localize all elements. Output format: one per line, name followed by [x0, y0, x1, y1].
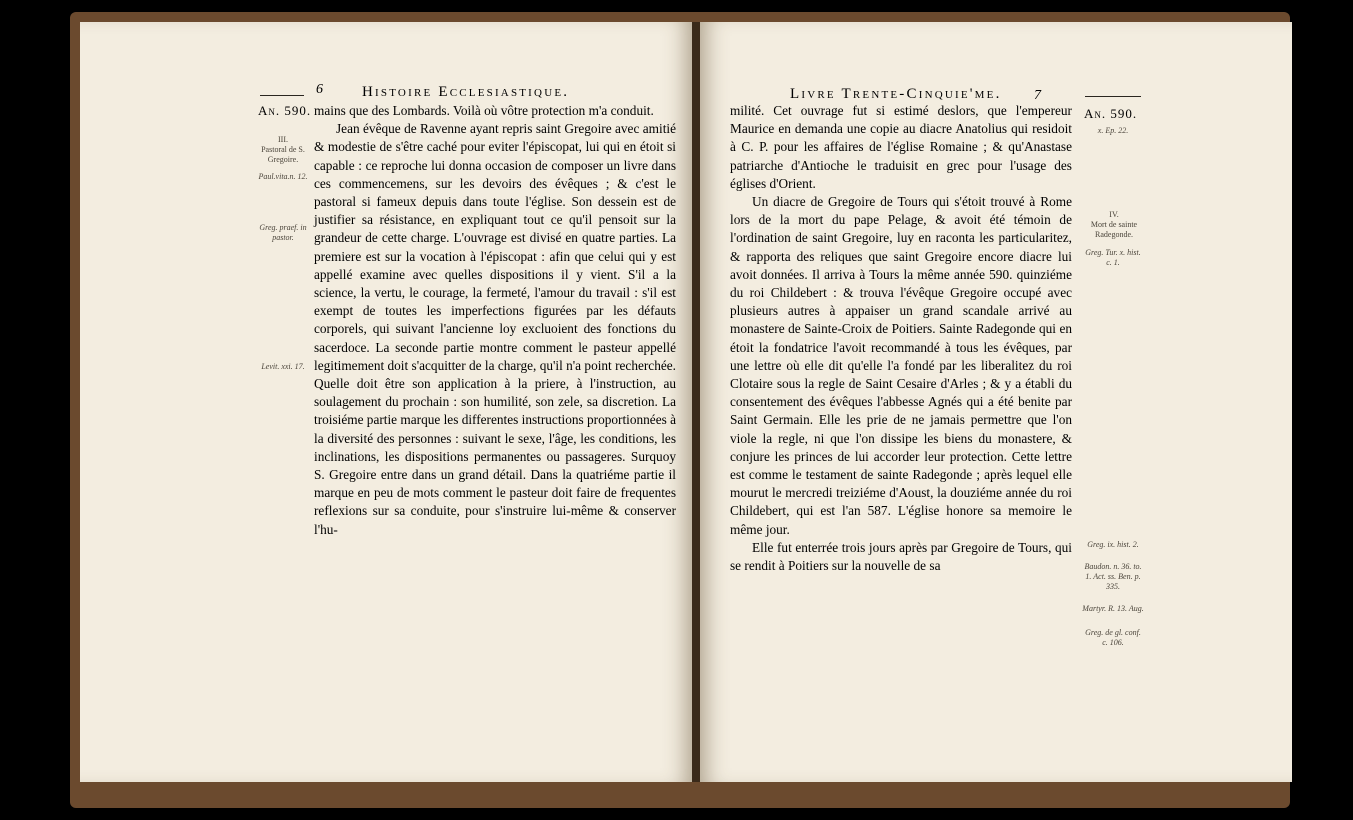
left-year-rule	[260, 95, 304, 96]
left-margin-note-pastoral	[255, 135, 311, 165]
margin-note-text: IV. Mort de sainte Radegonde.	[1090, 210, 1138, 239]
book-gutter	[692, 22, 700, 782]
right-margin-note-gl-conf: Greg. de gl. conf. c. 106.	[1085, 628, 1141, 647]
paragraph: mains que des Lombards. Voilà où vôtre protection m'a conduit.	[314, 103, 654, 118]
paragraph: Jean évêque de Ravenne ayant repris saint Gregoire avec amitié & modestie de s'être caché pour eviter l'épiscopat, lui qui en étoit si capable : ce reproche lui donna occasion de composer un livre dans ces commencemens, sur les devoirs des évêques ; & c'est le pastoral si fameux depuis dans toute l'église. Son dessein est de justifier sa résistance, en expliquant tout ce qu'il pensoit sur la grandeur de cette charge. L'ouvrage est divisé en quatre parties. La premiere est sur la vocation à l'épiscopat : afin que celui qui y est appellé examine avec quelles dispositions il y vient. S'il a la science, la vertu, le courage, la fermeté, l'amour du travail : s'il est exempt de toutes les imperfections figurées par les défauts corporels, qui suivant l'ancienne loy excluoient des fonctions du sacerdoce. La seconde partie montre comment le pasteur appellé legitimement doit s'acquitter de la charge, qu'il n'a point recherchée. Quelle doit être son application à la priere, à l'instruction, au soulagement du prochain : son humilité, son zele, sa discretion. La troisiéme partie marque les differentes instructions proportionnées à la diversité des personnes : suivant le sexe, l'âge, les conditions, les inclinations, les dispositions permanentes ou passageres. Surquoy S. Gregoire entre dans un grand détail. Dans la quatriéme partie il marque en peu de mots comment le pasteur doit faire de frequentes reflexions sur sa conduite, pour s'instruire lui-même & conserver l'hu-	[314, 121, 676, 537]
right-margin-note-radegonde	[1082, 210, 1146, 240]
right-margin-note-baudon: Baudon. n. 36. to. 1. Act. ss. Ben. p. 335.	[1084, 562, 1142, 591]
right-year-label: An. 590.	[1084, 106, 1138, 121]
left-margin-note-greg: Greg. praef. in pastor.	[259, 223, 307, 242]
right-running-head: Livre Trente-Cinquie'me.	[790, 86, 1002, 102]
margin-note-text: III. Pastoral de S. Gregoire.	[261, 135, 305, 164]
paragraph: milité. Cet ouvrage fut si estimé deslors, que l'empereur Maurice en demanda une copie au diacre Anatolius qui residoit à C. P. pour les affaires de l'église Romaine ; & qu'Anastase patriarche d'Antioche le traduisit en grec pour l'usage des églises d'Orient.	[730, 103, 1072, 191]
left-body-text	[314, 102, 676, 539]
left-running-head: Histoire Ecclesiastique.	[362, 84, 570, 100]
right-margin-note-greg-tur: Greg. Tur. x. hist. c. 1.	[1085, 248, 1141, 267]
left-year-label: An. 590.	[258, 103, 312, 118]
left-margin-note-paul: Paul.vita.n. 12.	[258, 172, 308, 181]
right-margin-note-ep: x. Ep. 22.	[1097, 126, 1129, 135]
left-margin-note-levit: Levit. xxi. 17.	[261, 362, 305, 371]
left-page-number: 6	[316, 82, 323, 97]
paragraph: Un diacre de Gregoire de Tours qui s'étoit trouvé à Rome lors de la mort du pape Pelage, & avoit été témoin de l'ordination de saint Gregoire, luy en raconta les particularitez, & rapporta des reliques que saint Gregoire encore diacre lui avoit données. Il arriva à Tours la même année 590. quinziéme du roi Childebert : & trouva l'évêque Gregoire occupé avec plusieurs autres à appaiser un grand scandale arrivé au monastere de Sainte-Croix de Poitiers. Sainte Radegonde qui en étoit la fondatrice l'avoit recommandé à tous les évêques, par une lettre où elle dit qu'elle l'a fondé par les liberalitez du roi Clotaire sous la regle de Saint Cesaire d'Arles ; & y a établi du consentement des évêques l'abbesse Agnés qui a été benite par Saint Germain. Elle les prie de ne jamais permettre que l'on viole la regle, ni que l'on dissipe les biens du monastere, & conjure les princes de lui accorder leur protection. Cette lettre est comme le testament de sainte Radegonde ; après lequel elle mourut le mercredi treiziéme d'Aoust, la douziéme année du roi Childebert, qui est l'an 587. L'église honore sa memoire le même jour.	[730, 194, 1072, 537]
right-margin-note-martyr: Martyr. R. 13. Aug.	[1082, 604, 1144, 613]
right-page-number: 7	[1034, 88, 1041, 103]
right-year-rule	[1085, 96, 1141, 97]
paragraph: Elle fut enterrée trois jours après par Gregoire de Tours, qui se rendit à Poitiers sur la nouvelle de sa	[730, 539, 1072, 574]
right-body-text	[730, 102, 1072, 575]
right-margin-note-greg-hist: Greg. ix. hist. 2.	[1087, 540, 1139, 549]
